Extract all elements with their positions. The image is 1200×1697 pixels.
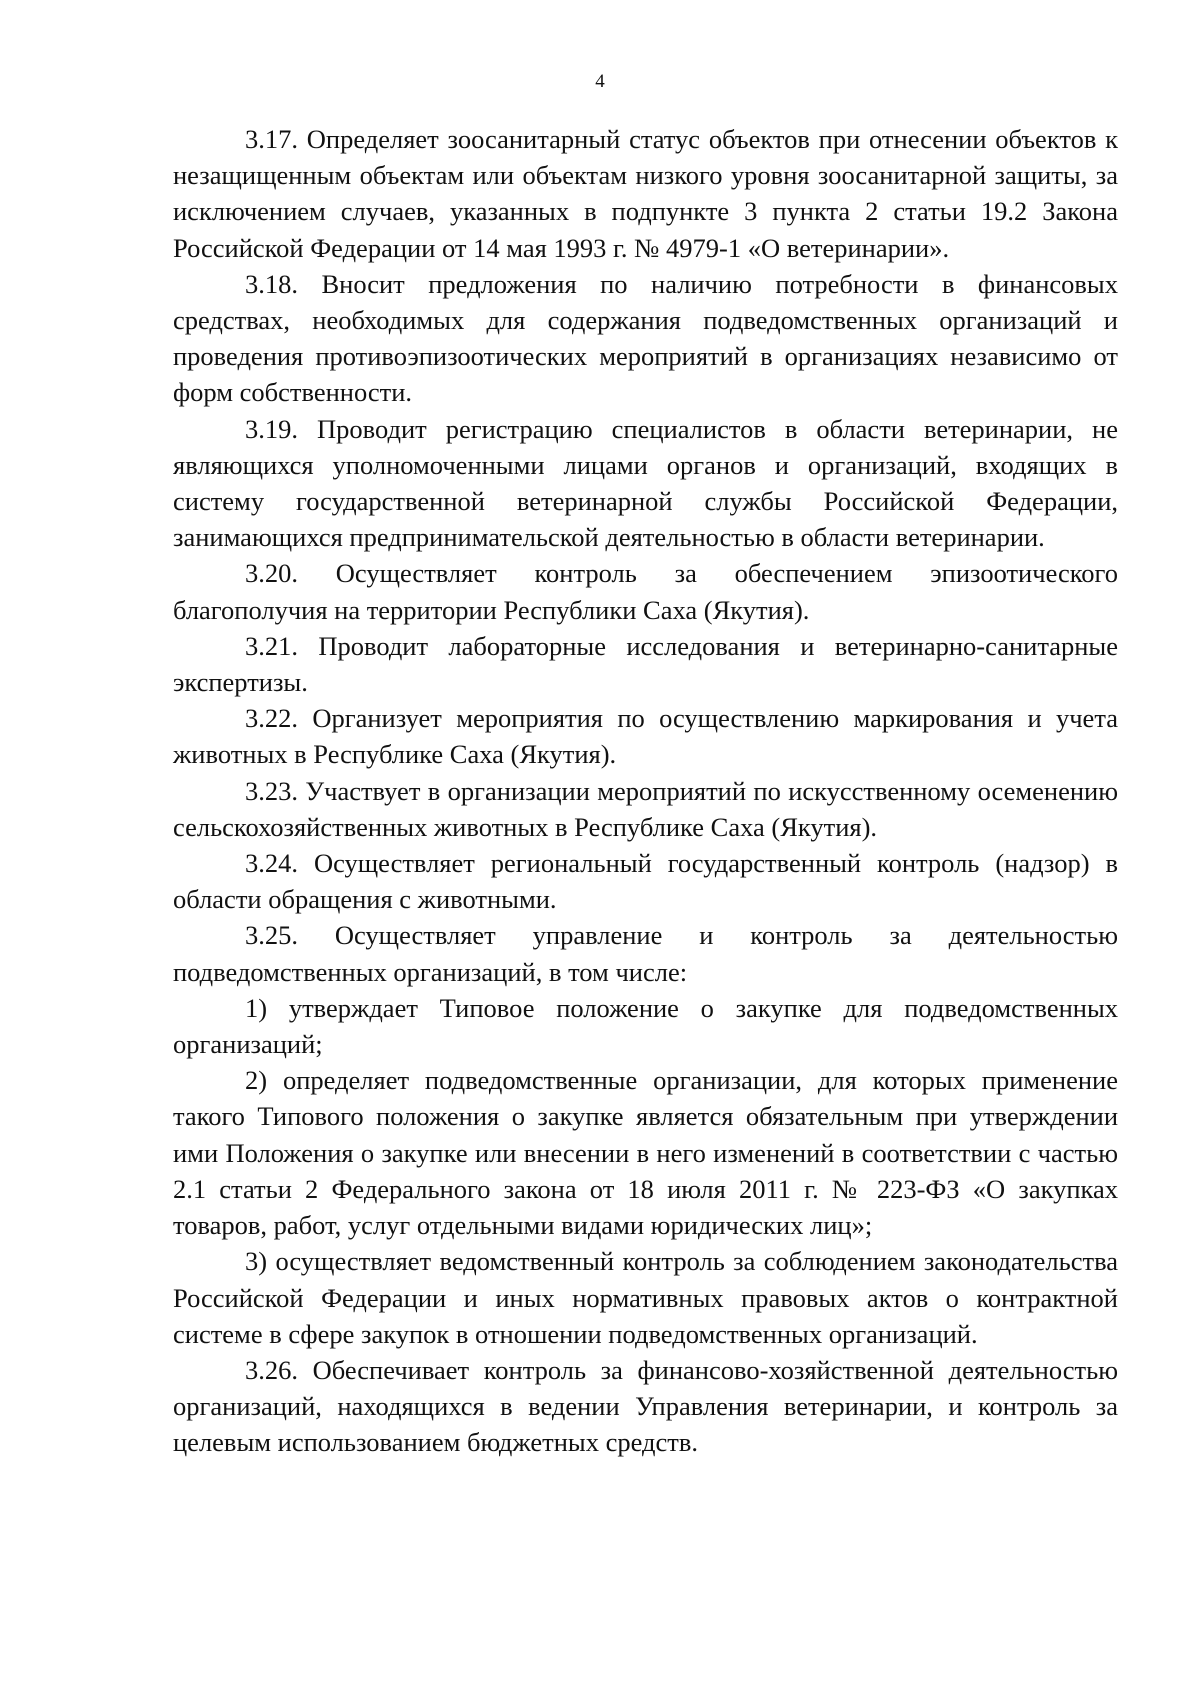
paragraph-3-24: 3.24. Осуществляет региональный государственный контроль (надзор) в области обращения с животными.	[173, 848, 1118, 915]
subparagraph-1: 1) утверждает Типовое положение о закупке для подведомственных организаций;	[173, 992, 1118, 1060]
paragraph-3-22: 3.22. Организует мероприятия по осуществлению маркирования и учета животных в Республике Саха (Якутия).	[173, 703, 1118, 770]
subparagraph-3: 3) осуществляет ведомственный контроль за соблюдением законодательства Российской Федерации и иных нормативных правовых актов о контрактной системе в сфере закупок в отношении подведомственных организаций.	[173, 1246, 1118, 1349]
paragraph-3-25: 3.25. Осуществляет управление и контроль за деятельностью подведомственных организаций, в том числе:	[173, 920, 1118, 987]
document-body	[173, 121, 1118, 1461]
paragraph-3-18: 3.18. Вносит предложения по наличию потребности в финансовых средствах, необходимых для содержания подведомственных организаций и проведения противоэпизоотических мероприятий в организациях независимо от форм собственности.	[173, 268, 1118, 408]
subparagraph-2: 2) определяет подведомственные организации, для которых применение такого Типового положения о закупке является обязательным при утверждении ими Положения о закупке или внесении в него изменений в соответствии с частью 2.1 статьи 2 Федерального закона от 18 июля 2011 г. № 223-ФЗ «О закупках товаров, работ, услуг отдельными видами юридических лиц»;	[173, 1065, 1118, 1241]
paragraph-3-23: 3.23. Участвует в организации мероприятий по искусственному осеменению сельскохозяйственных животных в Республике Саха (Якутия).	[173, 775, 1118, 842]
page-number: 4	[595, 71, 605, 92]
paragraph-3-20: 3.20. Осуществляет контроль за обеспечением эпизоотического благополучия на территории Республики Саха (Якутия).	[173, 558, 1118, 625]
paragraph-3-26: 3.26. Обеспечивает контроль за финансово-хозяйственной деятельностью организаций, находящихся в ведении Управления ветеринарии, и контроль за целевым использованием бюджетных средств.	[173, 1354, 1118, 1458]
paragraph-3-17: 3.17. Определяет зоосанитарный статус объектов при отнесении объектов к незащищенным объектам или объектам низкого уровня зоосанитарной защиты, за исключением случаев, указанных в подпункте 3 пункта 2 статьи 19.2 Закона Российской Федерации от 14 мая 1993 г. № 4979-1 «О ветеринарии».	[173, 124, 1118, 263]
paragraph-3-19: 3.19. Проводит регистрацию специалистов в области ветеринарии, не являющихся уполномоченными лицами органов и организаций, входящих в систему государственной ветеринарной службы Российской Федерации, занимающихся предпринимательской деятельностью в области ветеринарии.	[173, 413, 1118, 553]
paragraph-3-21: 3.21. Проводит лабораторные исследования и ветеринарно-санитарные экспертизы.	[173, 630, 1118, 698]
